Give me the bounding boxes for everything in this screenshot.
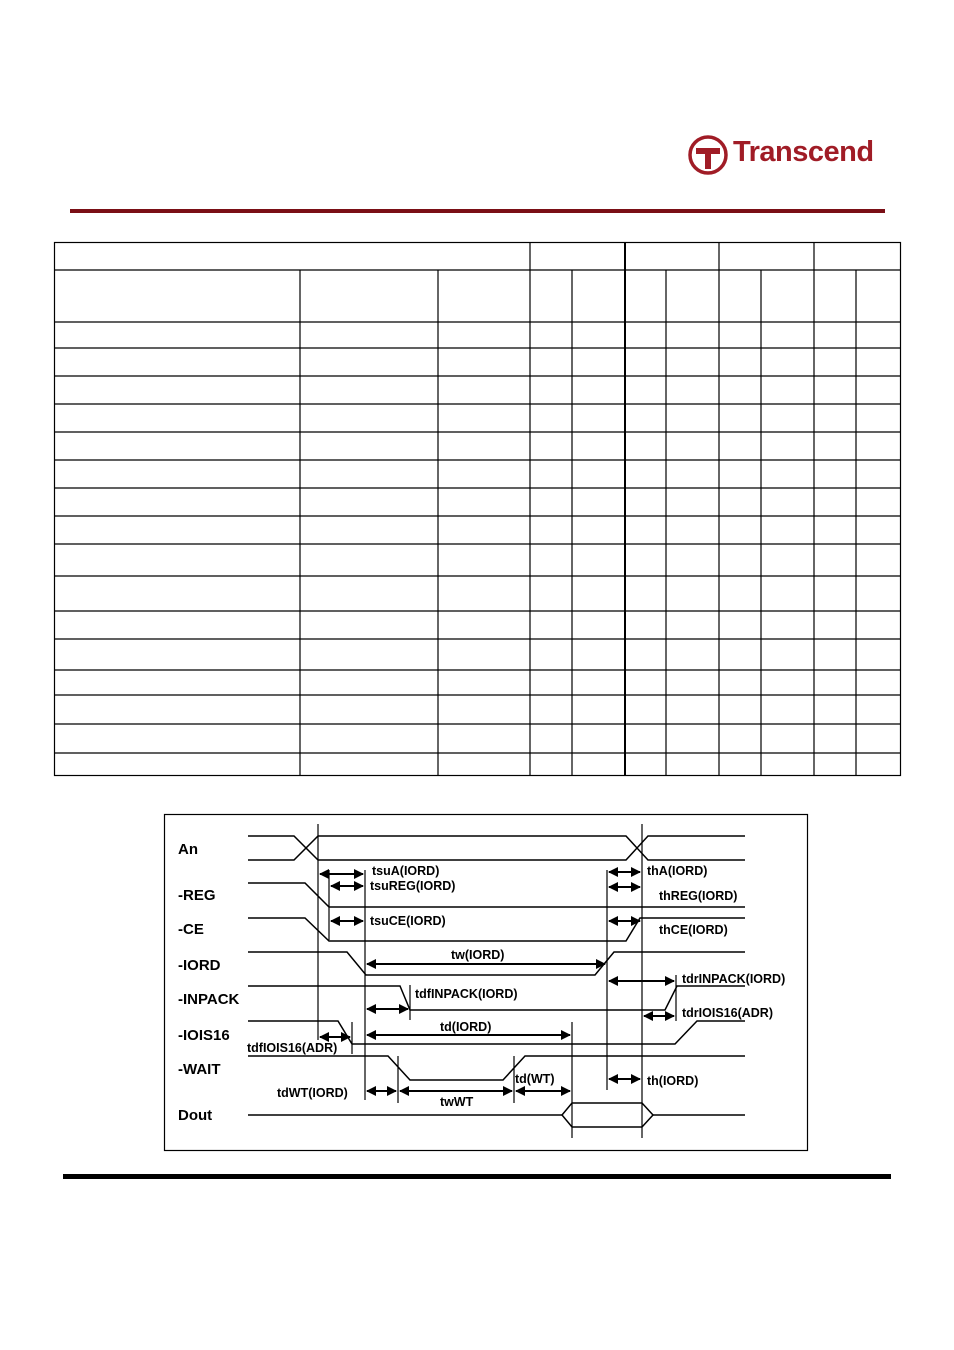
label-twwt: twWT [440, 1095, 474, 1109]
signal-iois16: -IOIS16 [178, 1027, 230, 1044]
label-td: td(IORD) [440, 1020, 492, 1034]
label-tdfiois16: tdfIOIS16(ADR) [247, 1041, 338, 1055]
signal-inpack: -INPACK [178, 991, 240, 1008]
label-thce: thCE(IORD) [659, 923, 728, 937]
label-tdwt: tdWT(IORD) [277, 1086, 348, 1100]
brand-name: Transcend [733, 136, 874, 168]
signal-reg: -REG [178, 887, 216, 904]
signal-ce: -CE [178, 921, 204, 938]
signal-wait: -WAIT [178, 1061, 221, 1078]
signal-iord: -IORD [178, 957, 221, 974]
footer-rule [63, 1174, 891, 1179]
label-tw: tw(IORD) [451, 948, 505, 962]
label-tsua: tsuA(IORD) [372, 864, 440, 878]
label-th: th(IORD) [647, 1074, 699, 1088]
label-tdriois16: tdrIOIS16(ADR) [682, 1006, 773, 1020]
label-td-wt: td(WT) [515, 1072, 555, 1086]
label-tsureg: tsuREG(IORD) [370, 879, 456, 893]
label-tha: thA(IORD) [647, 864, 708, 878]
signal-an: An [178, 841, 198, 858]
label-tdrinpack: tdrINPACK(IORD) [682, 972, 786, 986]
label-threg: thREG(IORD) [659, 889, 738, 903]
label-tdfinpack: tdfINPACK(IORD) [415, 987, 518, 1001]
signal-dout: Dout [178, 1107, 213, 1124]
label-tsuce: tsuCE(IORD) [370, 914, 446, 928]
